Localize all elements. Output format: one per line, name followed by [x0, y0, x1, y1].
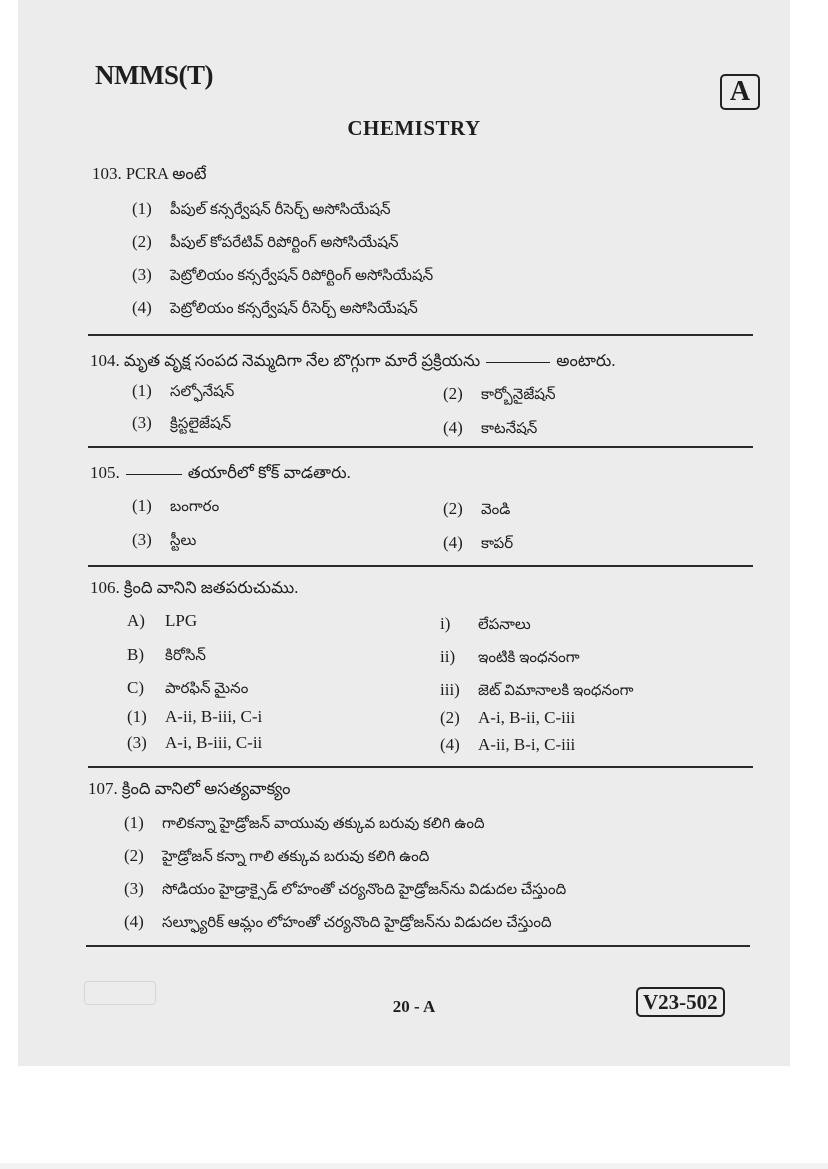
separator-rule: [88, 766, 753, 768]
question-103: [92, 164, 207, 187]
option-label: (1): [124, 813, 144, 832]
option-label: (4): [132, 298, 152, 317]
option-label: (3): [132, 413, 152, 432]
option-label: (4): [440, 735, 460, 754]
option-label: (1): [132, 381, 152, 400]
item-label: B): [127, 645, 144, 664]
option-104-4: [443, 418, 537, 441]
question-text: క్రింది వానిని జతపరుచుము.: [123, 578, 299, 597]
option-105-4: [443, 533, 513, 556]
option-label: (3): [132, 530, 152, 549]
series-code: NMMS(T): [95, 60, 213, 90]
separator-rule: [88, 334, 753, 336]
option-106-3: [127, 733, 262, 753]
item-label: ii): [440, 647, 456, 666]
option-104-3: [132, 413, 231, 436]
question-text: PCRA అంటే: [125, 164, 207, 183]
match-right-iii: [440, 680, 633, 703]
option-text: కాపర్: [481, 536, 514, 552]
match-left-a: [127, 611, 197, 631]
question-text-end: అంటారు.: [556, 351, 616, 370]
question-number: 103.: [92, 164, 122, 183]
option-text: బంగారం: [170, 499, 220, 515]
item-text: ఇంటికి ఇంధనంగా: [478, 650, 580, 666]
question-number: 107.: [88, 779, 118, 798]
option-text: సల్ఫ్యూరిక్ ఆమ్లం లోహంతో చర్యనొంది హైడ్రోజన్‌ను విడుదల చేస్తుంది: [162, 915, 552, 931]
question-107: [88, 779, 291, 802]
option-text: A-i, B-iii, C-ii: [165, 733, 263, 752]
option-label: (1): [127, 707, 147, 726]
option-text: A-ii, B-iii, C-i: [165, 707, 263, 726]
question-105: [90, 463, 351, 486]
option-label: (2): [443, 384, 463, 403]
question-104: [90, 351, 615, 374]
item-label: i): [440, 614, 451, 633]
option-103-3: [132, 265, 433, 288]
page-bottom-edge: [0, 1163, 828, 1169]
separator-rule: [88, 565, 753, 567]
option-text: సోడియం హైడ్రాక్సైడ్ లోహంతో చర్యనొంది హైడ్రోజన్‌ను విడుదల చేస్తుంది: [162, 882, 567, 898]
option-104-2: [443, 384, 556, 407]
option-106-1: [127, 707, 262, 727]
option-label: (4): [443, 418, 463, 437]
option-107-1: [124, 813, 485, 836]
option-105-2: [443, 499, 510, 522]
option-text: వెండి: [481, 502, 511, 518]
option-text: కాటనేషన్: [481, 421, 538, 437]
option-label: (3): [132, 265, 152, 284]
item-label: C): [127, 678, 144, 697]
set-letter-box: A: [720, 74, 760, 110]
option-label: (1): [132, 199, 152, 218]
option-label: (2): [440, 708, 460, 727]
option-text: A-i, B-ii, C-iii: [478, 708, 576, 727]
question-number: 105.: [90, 463, 120, 482]
option-107-4: [124, 912, 552, 935]
option-text: పెట్రోలియం కన్సర్వేషన్ రీసెర్చ్ అసోసియేషన్: [170, 301, 418, 317]
item-text: జెట్ విమానాలకి ఇంధనంగా: [478, 683, 634, 699]
option-text: పెట్రోలియం కన్సర్వేషన్ రిపోర్టింగ్ అసోసియేషన్: [170, 268, 434, 284]
option-text: హైడ్రోజన్ కన్నా గాలి తక్కువ బరువు కలిగి ఉంది: [162, 849, 430, 865]
question-text: మృత వృక్ష సంపద నెమ్మదిగా నేల బొగ్గుగా మారే ప్రక్రియను: [123, 351, 481, 370]
match-left-c: [127, 678, 248, 701]
option-label: (3): [127, 733, 147, 752]
item-label: iii): [440, 680, 460, 699]
option-107-2: [124, 846, 429, 869]
option-text: సల్ఫోనేషన్: [170, 384, 235, 400]
option-label: (1): [132, 496, 152, 515]
item-label: A): [127, 611, 145, 630]
option-label: (2): [124, 846, 144, 865]
question-number: 104.: [90, 351, 120, 370]
item-text: పారఫిన్ మైనం: [165, 681, 249, 697]
item-text: కిరోసిన్: [165, 648, 206, 664]
option-text: క్రిస్టలైజేషన్: [170, 416, 232, 432]
option-text: కార్బోనైజేషన్: [481, 387, 556, 403]
answer-blank: [126, 474, 182, 475]
option-label: (3): [124, 879, 144, 898]
paper-code-box: V23-502: [636, 987, 725, 1017]
question-text: క్రింది వానిలో అసత్యవాక్యం: [121, 779, 291, 798]
separator-rule: [86, 945, 750, 947]
option-text: పీపుల్ కోపరేటివ్ రిపోర్టింగ్ అసోసియేషన్: [170, 235, 399, 251]
option-103-1: [132, 199, 391, 222]
item-text: లేపనాలు: [478, 617, 531, 633]
match-right-i: [440, 614, 531, 637]
option-text: పీపుల్ కన్సర్వేషన్ రీసెర్చ్ అసోసియేషన్: [170, 202, 391, 218]
option-103-2: [132, 232, 398, 255]
option-107-3: [124, 879, 566, 902]
subject-title: CHEMISTRY: [347, 116, 481, 140]
match-right-ii: [440, 647, 580, 670]
option-text: A-ii, B-i, C-iii: [478, 735, 576, 754]
option-text: స్టీలు: [170, 533, 197, 549]
option-label: (2): [443, 499, 463, 518]
option-105-1: [132, 496, 219, 519]
option-label: (4): [443, 533, 463, 552]
question-106: [90, 578, 298, 601]
option-label: (4): [124, 912, 144, 931]
option-106-4: [440, 735, 575, 755]
question-text: తయారీలో కోక్ వాడతారు.: [187, 463, 351, 482]
page-number: 20 - A: [392, 997, 436, 1016]
option-106-2: [440, 708, 575, 728]
option-103-4: [132, 298, 418, 321]
question-number: 106.: [90, 578, 120, 597]
option-text: గాలికన్నా హైడ్రోజన్ వాయువు తక్కువ బరువు కలిగి ఉంది: [162, 816, 485, 832]
option-label: (2): [132, 232, 152, 251]
separator-rule: [88, 446, 753, 448]
item-text: LPG: [165, 611, 198, 630]
option-104-1: [132, 381, 234, 404]
match-left-b: [127, 645, 206, 668]
option-105-3: [132, 530, 196, 553]
answer-blank: [486, 362, 550, 363]
